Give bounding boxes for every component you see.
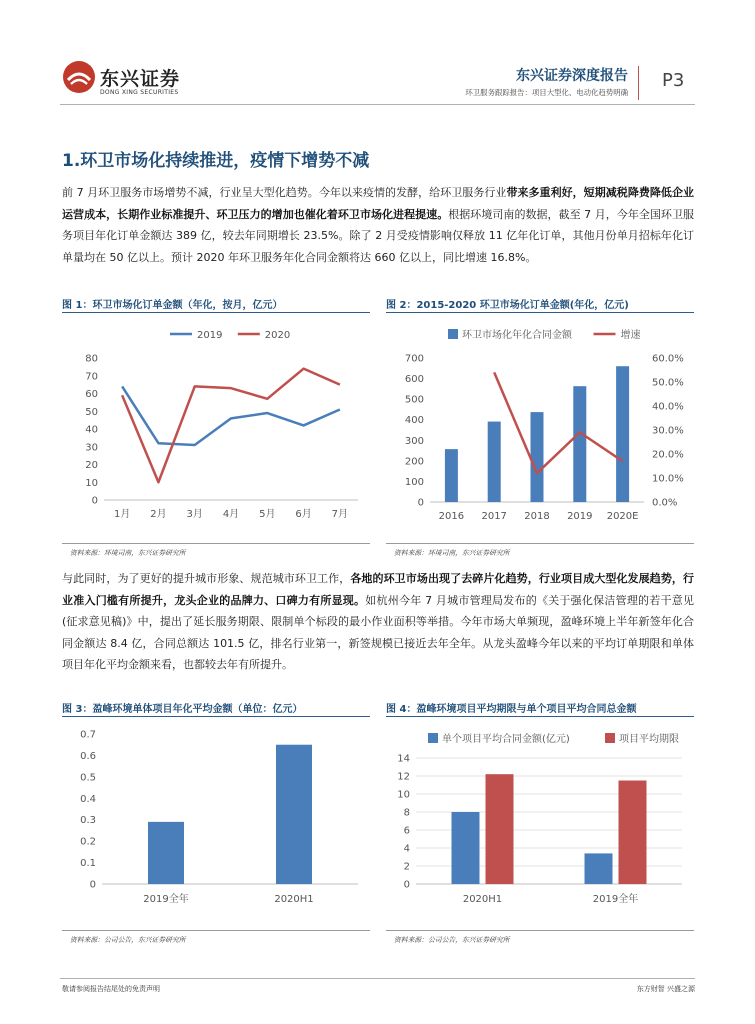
y-tick-label: 80 <box>85 353 98 365</box>
bar-2019 <box>573 386 586 502</box>
x-tick-label: 2019全年 <box>592 894 639 905</box>
paragraph-1-text-a: 前 7 月环卫服务市场增势不减，行业呈大型化趋势。今年以来疫情的发酵，给环卫服务行业 <box>62 186 507 199</box>
series-line-2020 <box>122 369 340 483</box>
x-tick-label: 2017 <box>481 511 507 522</box>
y-tick-label: 0.4 <box>80 793 96 805</box>
legend-label: 增速 <box>620 330 641 341</box>
report-subtitle: 环卫服务跟踪报告：项目大型化、电动化趋势明确 <box>465 88 628 97</box>
paragraph-2-text-b: 如杭州今年 7 月城市管理局发布的《关于强化保洁管理的若干意见(征求意见稿)》中，提出了延长服务期限、限制单个标段的最小作业面积等举措。今年市场大单频现，盈峰环境上半年新签年化合同金额达 8.4 亿，合同总额达 101.5 亿，排名行业第一，新签规模已接近去年全年。从龙头盈峰今年以来的平均订单期限和单体项目年化平均金额来看，也都较去年有所提升。 <box>62 593 694 671</box>
y-tick-label: 4 <box>403 843 410 855</box>
x-tick-label: 7月 <box>331 509 349 520</box>
y-tick-label: 12 <box>397 771 410 783</box>
y-tick-label: 0.2 <box>80 836 96 848</box>
figure-1-source-rule <box>62 543 370 544</box>
brand-logo <box>62 60 212 104</box>
figure-2-source-rule <box>386 543 694 544</box>
y-tick-label: 2 <box>403 861 410 873</box>
bar-2019全年 <box>148 822 184 884</box>
legend-label: 2019 <box>197 330 223 341</box>
legend-swatch <box>448 329 458 339</box>
figure-1-chart <box>62 318 370 540</box>
figure-1-source: 资料来源：环境司南，东兴证券研究所 <box>70 549 186 557</box>
y-tick-label: 6 <box>403 825 410 837</box>
footer-slogan: 东方财智 兴盛之源 <box>636 985 695 993</box>
y-tick-label: 20 <box>85 460 98 471</box>
brand-name: 东兴证券 <box>100 68 181 90</box>
x-tick-label: 1月 <box>113 509 131 520</box>
y-tick-label: 300 <box>404 435 424 447</box>
x-tick-label: 3月 <box>186 509 203 520</box>
header-divider <box>638 66 639 100</box>
y-tick-label: 400 <box>404 415 424 427</box>
y-tick-label: 600 <box>404 374 424 386</box>
bar-2018 <box>531 412 544 502</box>
bar-2020H1 <box>276 745 312 884</box>
paragraph-2-bold: 各地的环卫市场出现了去碎片化趋势，行业项目成大型化发展趋势，行业准入门槛有所提升，龙头企业的品牌力、口碑力有所显现。 <box>62 572 695 607</box>
y-tick-label: 0.6 <box>80 750 96 762</box>
section-title: 1.环卫市场化持续推进，疫情下增势不减 <box>62 151 370 171</box>
x-tick-label: 2019全年 <box>143 894 189 905</box>
growth-rate-line <box>494 372 622 473</box>
x-tick-label: 2020H1 <box>274 894 314 905</box>
bar-2020E <box>616 366 629 502</box>
y-tick-label: 8 <box>403 807 410 819</box>
y-tick-label: 0 <box>91 495 98 507</box>
bar-2019全年-项目平均期限 <box>619 781 647 885</box>
logo-mark-icon <box>62 60 96 94</box>
bar-2017 <box>488 422 501 502</box>
bar-2016 <box>445 449 458 502</box>
paragraph-2 <box>62 568 694 676</box>
figure-4-title <box>386 697 694 717</box>
paragraph-2-text-a: 与此同时，为了更好的提升城市形象、规范城市环卫工作， <box>62 572 351 585</box>
figure-3-chart <box>62 722 370 928</box>
figure-3-title <box>62 697 370 717</box>
figure-2-title <box>386 293 694 313</box>
x-tick-label: 4月 <box>222 509 240 520</box>
y-tick-label: 30 <box>85 442 98 454</box>
y-tick-label: 0 <box>89 879 96 891</box>
bar-2020H1-单个项目平均合同金额(亿元) <box>452 812 480 884</box>
figure-2-source: 资料来源：环境司南，东兴证券研究所 <box>394 549 510 557</box>
y-tick-label: 100 <box>404 476 424 488</box>
y2-tick-label: 60.0% <box>652 353 684 365</box>
y-tick-label: 0 <box>403 879 410 891</box>
y-tick-label: 40 <box>85 424 98 436</box>
bar-2019全年-单个项目平均合同金额(亿元) <box>585 853 613 884</box>
x-tick-label: 2019 <box>567 511 593 522</box>
y-tick-label: 70 <box>85 371 98 383</box>
x-tick-label: 2020E <box>606 511 639 522</box>
y-tick-label: 0.3 <box>80 815 96 827</box>
y2-tick-label: 10.0% <box>652 473 684 485</box>
legend-label: 单个项目平均合同金额(亿元) <box>442 734 570 745</box>
y2-tick-label: 0.0% <box>652 497 678 509</box>
y-tick-label: 0 <box>417 497 424 509</box>
paragraph-1-bold: 带来多重利好，短期减税降费降低企业运营成本，长期作业标准提升、环卫压力的增加也催化着环卫市场化进程提速。 <box>62 186 694 221</box>
y2-tick-label: 20.0% <box>652 449 684 461</box>
y-tick-label: 0.1 <box>80 858 96 870</box>
x-tick-label: 2月 <box>150 509 167 520</box>
figure-1-title-text: 图 1：环卫市场化订单金额（年化，按月，亿元） <box>62 300 283 311</box>
y-tick-label: 200 <box>404 456 424 468</box>
paragraph-1-text-b: 根据环境司南的数据，截至 7 月，今年全国环卫服务项目年化订单金额达 389 亿，较去年同期增长 23.5%。除了 2 月受疫情影响仅释放 11 亿年化订单，其他月份单月招标年化订单量均在 50 亿以上。预计 2020 年环卫服务年化合同金额将达 660 亿以上，同比增速 16.8%。 <box>62 207 694 264</box>
y-tick-label: 60 <box>85 389 98 400</box>
x-tick-label: 6月 <box>295 509 312 520</box>
figure-2-chart <box>386 318 694 540</box>
y-tick-label: 500 <box>404 394 424 406</box>
y-tick-label: 50 <box>85 406 98 418</box>
y-tick-label: 10 <box>85 477 98 489</box>
x-tick-label: 2018 <box>524 511 550 522</box>
x-tick-label: 2020H1 <box>462 894 503 905</box>
legend-label: 环卫市场化年化合同金额 <box>462 330 572 341</box>
figure-3-title-text: 图 3：盈峰环境单体项目年化平均金额（单位：亿元） <box>62 704 303 715</box>
figure-4-source: 资料来源：公司公告，东兴证券研究所 <box>394 936 510 944</box>
y2-tick-label: 30.0% <box>652 425 684 437</box>
figure-4-title-text: 图 4：盈峰环境项目平均期限与单个项目平均合同总金额 <box>386 704 637 715</box>
figure-3-source-rule <box>62 930 370 931</box>
y2-tick-label: 50.0% <box>652 377 684 389</box>
brand-subtitle: DONG XING SECURITIES <box>100 89 179 96</box>
y-tick-label: 700 <box>404 353 424 365</box>
bar-2020H1-项目平均期限 <box>486 774 514 884</box>
footer-rule <box>60 978 695 979</box>
page-number: P3 <box>662 70 685 91</box>
y-tick-label: 0.5 <box>80 772 96 784</box>
legend-label: 项目平均期限 <box>619 734 679 745</box>
figure-4-source-rule <box>386 930 694 931</box>
series-line-2019 <box>122 386 340 445</box>
y-tick-label: 0.7 <box>80 729 96 741</box>
y2-tick-label: 40.0% <box>652 401 684 413</box>
x-tick-label: 5月 <box>259 509 276 520</box>
paragraph-1 <box>62 182 694 268</box>
report-title: 东兴证券深度报告 <box>516 68 628 84</box>
legend-swatch <box>605 733 615 743</box>
header-rule <box>60 104 695 105</box>
figure-3-source: 资料来源：公司公告，东兴证券研究所 <box>70 936 186 944</box>
y-tick-label: 14 <box>397 753 410 765</box>
figure-4-chart <box>386 722 694 928</box>
y-tick-label: 10 <box>397 789 410 801</box>
legend-label: 2020 <box>264 330 291 341</box>
figure-1-title <box>62 293 370 313</box>
x-tick-label: 2016 <box>438 511 465 522</box>
footer-disclaimer: 敬请参阅报告结尾处的免责声明 <box>62 985 160 993</box>
figure-2-title-text: 图 2：2015-2020 环卫市场化订单金额(年化，亿元) <box>386 300 629 311</box>
legend-swatch <box>428 733 438 743</box>
